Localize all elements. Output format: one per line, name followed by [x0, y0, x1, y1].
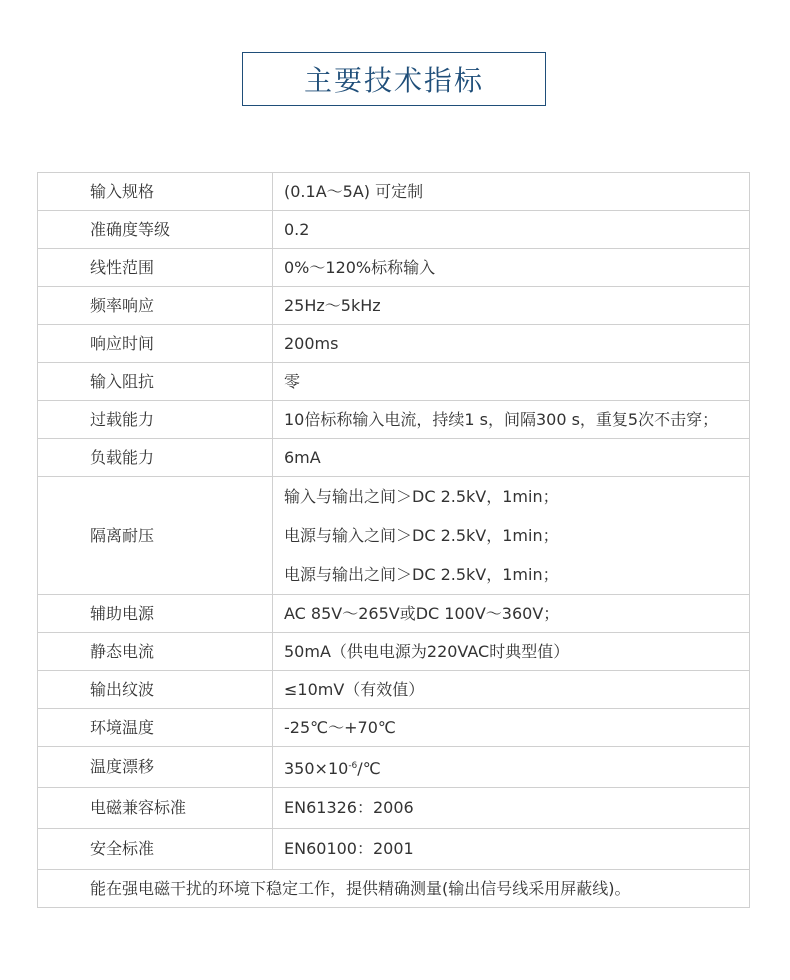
- spec-label: 环境温度: [38, 709, 273, 747]
- spec-label: 准确度等级: [38, 211, 273, 249]
- spec-value-multiline: [273, 477, 750, 595]
- spec-value: AC 85V～265V或DC 100V～360V；: [273, 595, 750, 633]
- spec-value: EN60100：2001: [273, 829, 750, 870]
- isolation-line: 电源与输出之间＞DC 2.5kV，1min；: [284, 565, 559, 584]
- spec-label: 安全标准: [38, 829, 273, 870]
- spec-label: 响应时间: [38, 325, 273, 363]
- table-row: [38, 249, 750, 287]
- table-row: [38, 709, 750, 747]
- page-title: 主要技术指标: [303, 64, 484, 97]
- spec-value: (0.1A～5A) 可定制: [273, 173, 750, 211]
- isolation-line: 电源与输入之间＞DC 2.5kV，1min；: [284, 526, 559, 545]
- spec-label: 负载能力: [38, 439, 273, 477]
- spec-value: [273, 747, 750, 788]
- drift-base: 350×10: [284, 758, 349, 778]
- table-row: [38, 747, 750, 788]
- spec-label: 频率响应: [38, 287, 273, 325]
- title-box: [242, 52, 546, 106]
- table-row: [38, 287, 750, 325]
- spec-label: 隔离耐压: [38, 477, 273, 595]
- spec-value: 0.2: [273, 211, 750, 249]
- spec-label: 输出纹波: [38, 671, 273, 709]
- spec-value: 50mA（供电电源为220VAC时典型值）: [273, 633, 750, 671]
- table-row: [38, 595, 750, 633]
- table-row-isolation: [38, 477, 750, 595]
- spec-label: 线性范围: [38, 249, 273, 287]
- spec-label: 输入规格: [38, 173, 273, 211]
- table-row: [38, 401, 750, 439]
- table-row: [38, 363, 750, 401]
- spec-value: ≤10mV（有效值）: [273, 671, 750, 709]
- spec-value: 200ms: [273, 325, 750, 363]
- spec-label: 过载能力: [38, 401, 273, 439]
- spec-label: 温度漂移: [38, 747, 273, 788]
- table-row: [38, 788, 750, 829]
- spec-value: 零: [273, 363, 750, 401]
- spec-value: EN61326：2006: [273, 788, 750, 829]
- spec-value: 6mA: [273, 439, 750, 477]
- table-row: [38, 633, 750, 671]
- spec-value: 10倍标称输入电流，持续1 s，间隔300 s，重复5次不击穿；: [273, 401, 750, 439]
- drift-unit: /℃: [357, 758, 381, 778]
- spec-label: 电磁兼容标准: [38, 788, 273, 829]
- spec-note: 能在强电磁干扰的环境下稳定工作，提供精确测量(输出信号线采用屏蔽线)。: [38, 870, 750, 908]
- table-row: [38, 211, 750, 249]
- table-row: [38, 829, 750, 870]
- spec-value: -25℃～+70℃: [273, 709, 750, 747]
- spec-label: 输入阻抗: [38, 363, 273, 401]
- drift-exponent: -6: [348, 760, 358, 771]
- table-row: [38, 173, 750, 211]
- table-row-note: [38, 870, 750, 908]
- spec-value: 0%～120%标称输入: [273, 249, 750, 287]
- spec-value: 25Hz～5kHz: [273, 287, 750, 325]
- spec-label: 辅助电源: [38, 595, 273, 633]
- spec-table: [37, 172, 750, 908]
- isolation-line: 输入与输出之间＞DC 2.5kV，1min；: [284, 487, 559, 506]
- table-row: [38, 325, 750, 363]
- table-row: [38, 671, 750, 709]
- spec-label: 静态电流: [38, 633, 273, 671]
- table-row: [38, 439, 750, 477]
